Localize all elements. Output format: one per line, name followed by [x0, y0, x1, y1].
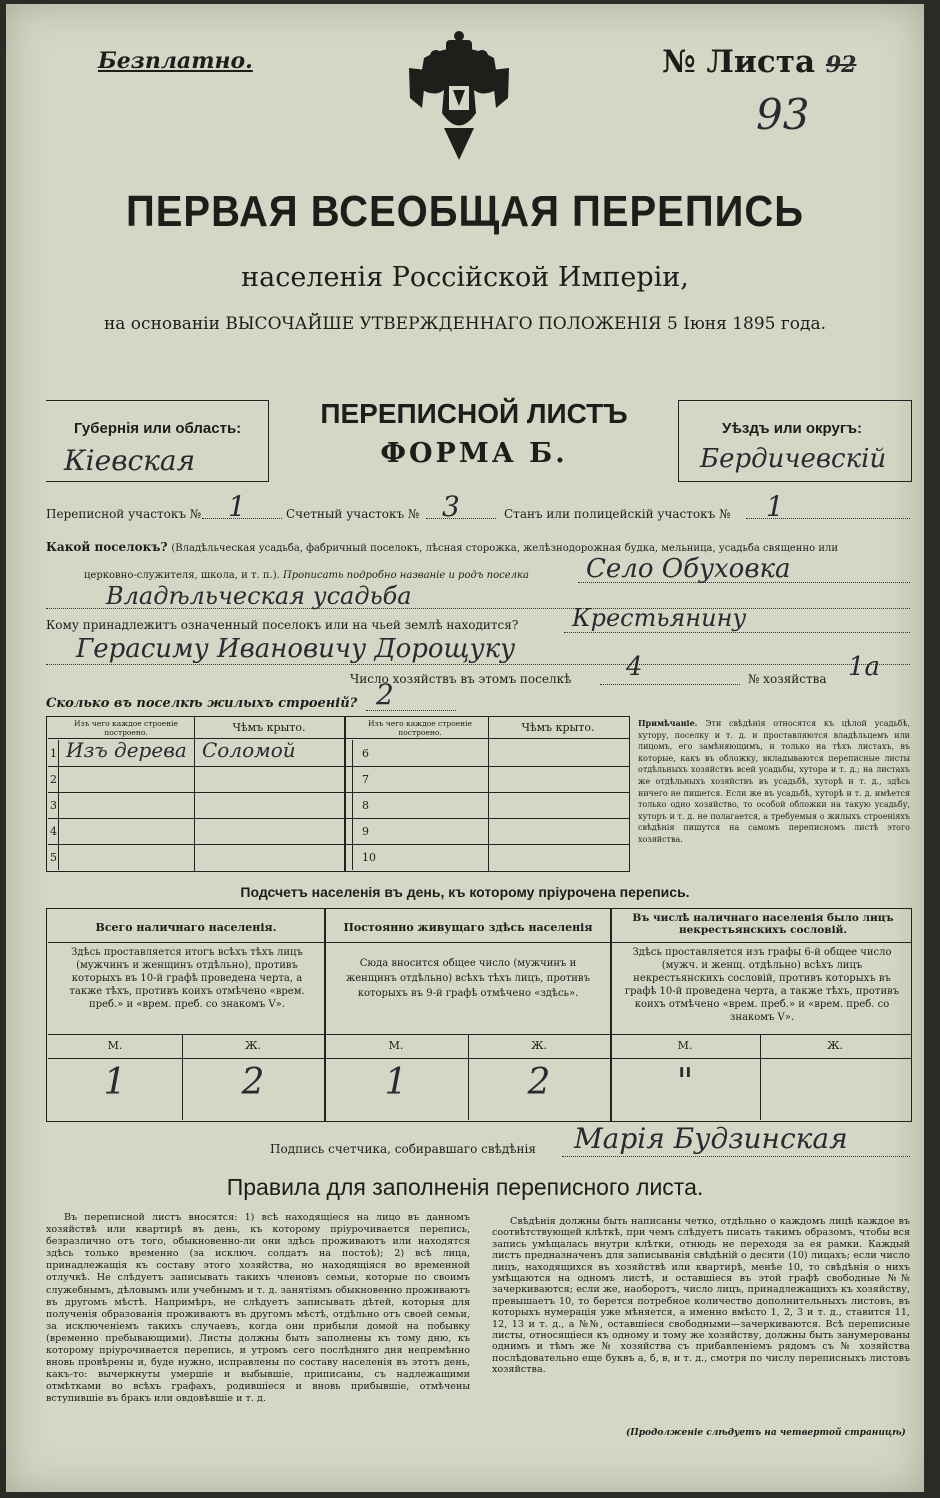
- sheet-no-label: № Листа: [662, 44, 816, 80]
- stan-value: 1: [766, 490, 784, 523]
- count-col3-text: Здѣсь проставляется изъ графы 6-й общее число (мужч. и женщ. отдѣльно) всѣхъ лицъ некрестьянскихъ сословій, противъ которыхъ въ графѣ 10-й проведена черта, а также тѣхъ, противъ коихъ отмѣчено «врем. преб.» и «врем. преб. со знакомъ V».: [624, 947, 900, 1023]
- sheet-no-hand: 93: [756, 90, 810, 139]
- census-sheet: [6, 4, 924, 1492]
- households-label: Число хозяйствъ въ этомъ поселкѣ: [350, 672, 572, 686]
- sheet-number: [662, 44, 856, 80]
- census-title: ПЕРВАЯ ВСЕОБЩАЯ ПЕРЕПИСЬ: [126, 188, 804, 236]
- list-title: ПЕРЕПИСНОЙ ЛИСТЪ: [320, 398, 628, 429]
- poselok-note3: Прописать подробно названіе и родъ поселка: [282, 570, 529, 581]
- uchastok-value: 1: [228, 490, 246, 523]
- stan-label: Станъ или полицейскій участокъ №: [504, 507, 731, 521]
- poselok-note-line2: [84, 570, 529, 581]
- schet-label: Счетный участокъ №: [286, 507, 420, 521]
- building-roof: Соломой: [202, 738, 296, 762]
- owner-value2: Герасиму Ивановичу Дорощуку: [76, 634, 516, 664]
- poselok-question: [46, 540, 838, 555]
- buildings-label: Сколько въ поселкѣ жилыхъ строеній?: [46, 696, 358, 711]
- form-title: ФОРМА Б.: [380, 438, 568, 469]
- count-col2-text: Сюда вносится общее число (мужчинъ и женщинъ отдѣльно) всѣхъ тѣхъ лицъ, противъ которыхъ въ 9-й графѣ отмѣчено «здѣсь».: [346, 958, 590, 999]
- poselok-q: Какой поселокъ?: [46, 540, 168, 554]
- count-col2-title: Постоянно живущаго здѣсь населенія: [343, 921, 593, 934]
- census-subtitle: населенія Россійской Имперіи,: [241, 262, 689, 293]
- row-number: 10: [362, 851, 376, 864]
- row-divider: [48, 844, 630, 845]
- count-value: 2: [527, 1062, 551, 1103]
- row-number: 1: [50, 747, 57, 760]
- row-divider: [48, 766, 630, 767]
- households-value: 4: [626, 652, 643, 682]
- row-number: 2: [50, 773, 57, 786]
- male-header: М.: [388, 1039, 404, 1052]
- row-number: 3: [50, 799, 57, 812]
- uchastok-label: Переписной участокъ №: [46, 507, 202, 521]
- row-number: 5: [50, 851, 57, 864]
- census-basis: на основаніи ВЫСОЧАЙШЕ УТВЕРЖДЕННАГО ПОЛОЖЕНІЯ 5 Іюня 1895 года.: [103, 314, 827, 334]
- poselok-note2: церковно-служителя, школа, и т. п.).: [84, 570, 280, 581]
- rules-right: Свѣдѣнія должны быть написаны четко, отдѣльно о каждомъ лицѣ каждое въ соотвѣтствующей клѣткѣ, при чемъ слѣдуетъ писать такимъ образомъ, чтобы вся запись умѣщалась внутри клѣтки, отнюдь не переходя за ея рамки. Каждый листъ предназначенъ для записыванія свѣдѣній о десяти (10) лицахъ; если число лицъ, находящихся въ хозяйствѣ или квартирѣ, менѣе 10, то свѣдѣнія о нихъ умѣщаются на одномъ листѣ, и оставшіеся въ этой графѣ свободные №№ зачеркиваются; если же, наоборотъ, число лицъ, принадлежащихъ къ хозяйству, превышаетъ 10, то берется потребное количество дополнительныхъ листовъ, въ которыхъ нумерація уже мѣняется, а именно вмѣсто 1, 2, 3 и т. д., ставится 11, 12, 13 и т. д., а №№, оставшіеся свободными—зачеркиваются. Всѣ переписные листы, относящіеся къ одному и тому же хозяйству, должны быть занумерованы однимъ и тѣмъ же № хозяйства съ прибавленіемъ рядомъ съ № хозяйства послѣдовательно еще буквъ а, б, в, и т. д., смотря по числу переписныхъ листовъ хозяйства.: [492, 1216, 910, 1376]
- note-title: Примѣчаніе.: [638, 718, 698, 728]
- count-col1-title: Всего наличнаго населенія.: [95, 921, 277, 934]
- households-rule: [600, 684, 740, 685]
- row-number: 6: [362, 747, 369, 760]
- sheet-no-crossed: 92: [825, 52, 857, 78]
- male-header: М.: [107, 1039, 123, 1052]
- schet-value: 3: [442, 490, 460, 523]
- owner-q: Кому принадлежитъ означенный поселокъ или на чьей землѣ находится?: [46, 618, 519, 632]
- uezd-value: Бердичевскій: [700, 444, 887, 474]
- owner-rule2: [46, 664, 910, 665]
- count-value: ": [676, 1062, 694, 1103]
- female-header: Ж.: [827, 1039, 843, 1052]
- uezd-label: Уѣздъ или округъ:: [722, 420, 863, 437]
- poselok-note1: (Владѣльческая усадьба, фабричный поселокъ, лѣсная сторожка, желѣзнодорожная будка, мельница, усадьба священно или: [171, 543, 839, 554]
- owner-rule1: [564, 632, 910, 633]
- col-material-header: Изъ чего каждое строеніе построено.: [74, 719, 178, 737]
- double-headed-eagle-icon: [404, 28, 514, 168]
- poselok-value1: Село Обуховка: [586, 554, 791, 584]
- col-roof-header: Чѣмъ крыто.: [232, 721, 306, 734]
- free-label: Безплатно.: [98, 48, 253, 74]
- schet-rule: [426, 518, 496, 519]
- col-roof-header-2: Чѣмъ крыто.: [521, 721, 595, 734]
- household-no-value: 1а: [848, 652, 881, 682]
- building-material: Изъ дерева: [66, 738, 187, 762]
- rules-continued: (Продолженіе слѣдуетъ на четвертой страницѣ): [626, 1428, 906, 1438]
- count-value: 2: [241, 1062, 265, 1103]
- row-divider: [48, 792, 630, 793]
- gubernia-value: Кіевская: [64, 444, 196, 477]
- row-number: 9: [362, 825, 369, 838]
- signature-label: Подпись счетчика, собиравшаго свѣдѣнія: [270, 1142, 536, 1156]
- male-header: М.: [677, 1039, 693, 1052]
- gubernia-label: Губернія или область:: [74, 420, 242, 437]
- count-value: 1: [103, 1062, 127, 1103]
- female-header: Ж.: [531, 1039, 547, 1052]
- note-text: Эти свѣдѣнія относятся къ цѣлой усадьбѣ, хутору, поселку и т. д. и проставляются владѣльцемъ или лицомъ, его замѣняющимъ, и только на тѣхъ листахъ, въ которые, какъ въ обложку, вкладываются переписные листы отдѣльныхъ хозяйствъ всей усадьбы, хутора и т. д.; на листахъ же отдѣльныхъ хозяйствъ въ усадьбѣ, хуторѣ и т. д., здѣсь ничего не пишется. Если же въ усадьбѣ, хуторѣ и т. д. имѣется только одно хозяйство, то особой обложки на такую усадьбу, хуторъ и т. д. не полагается, а требуемыя о жилыхъ строеніяхъ свѣдѣнія пишутся на самомъ переписномъ листѣ этого хозяйства.: [638, 719, 910, 844]
- owner-value1: Крестьянину: [572, 604, 747, 632]
- buildings-value: 2: [376, 678, 394, 711]
- count-title: Подсчетъ населенія въ день, къ которому пріурочена перепись.: [240, 884, 690, 900]
- row-divider: [48, 818, 630, 819]
- rules-left: Въ переписной листъ вносятся: 1) всѣ находящіеся на лицо въ данномъ хозяйствѣ или квартирѣ въ день, къ которому пріурочивается перепись, безразлично отъ того, обыкновенно-ли они здѣсь проживаютъ или находятся здѣсь только временно (за исключ. солдатъ на постоѣ); 2) всѣ лица, принадлежащія къ составу этого хозяйства, но находящіяся во временной отлучкѣ. Не слѣдуетъ записывать такихъ членовъ семьи, которые по своимъ служебнымъ, дѣловымъ или учебнымъ и т. д. занятіямъ обыкновенно проживаютъ въ другомъ мѣстѣ. Напримѣръ, не слѣдуетъ записывать дѣтей, которыя для полученія образованія проживаютъ въ другомъ мѣстѣ, отдѣльно отъ своей семьи, за исключеніемъ такихъ случаевъ, когда они прибыли домой на побывку (временно пребывающими). Листы должны быть заполнены къ тому дню, къ которому пріурочивается перепись, и утромъ сего послѣдняго дня непремѣнно вновь провѣрены и, буде нужно, исправлены по составу населенія въ этотъ день, какъ-то: вычеркнуты умершіе и выбывшіе, приписаны, съ надлежащими отмѣтками во всѣхъ графахъ, родившіеся и вновь прибывшіе, отмѣчены вступившіе въ бракъ или овдовѣвшіе и т. д.: [46, 1212, 470, 1405]
- signature-rule: [562, 1156, 910, 1157]
- col-material-header-2: Изъ чего каждое строеніе построено.: [368, 719, 472, 737]
- household-no-label: № хозяйства: [748, 672, 827, 686]
- row-number: 8: [362, 799, 369, 812]
- buildings-note: [638, 718, 910, 846]
- female-header: Ж.: [245, 1039, 261, 1052]
- poselok-value2: Владѣльческая усадьба: [106, 582, 412, 610]
- count-col1-text: Здѣсь проставляется итогъ всѣхъ тѣхъ лицъ (мужчинъ и женщинъ отдѣльно), противъ которыхъ въ 10-й графѣ проведена черта, а также тѣхъ, противъ коихъ отмѣчено «врем. преб.» и «врем. преб. со знакомъ V».: [69, 947, 305, 1010]
- row-number: 7: [362, 773, 369, 786]
- rules-title: Правила для заполненія переписного листа.: [226, 1174, 704, 1200]
- signature-value: Марія Будзинская: [574, 1122, 848, 1155]
- count-col3-title: Въ числѣ наличнаго населенія было лицъ некрестьянскихъ сословій.: [632, 912, 894, 936]
- count-value: 1: [384, 1062, 408, 1103]
- row-number: 4: [50, 825, 57, 838]
